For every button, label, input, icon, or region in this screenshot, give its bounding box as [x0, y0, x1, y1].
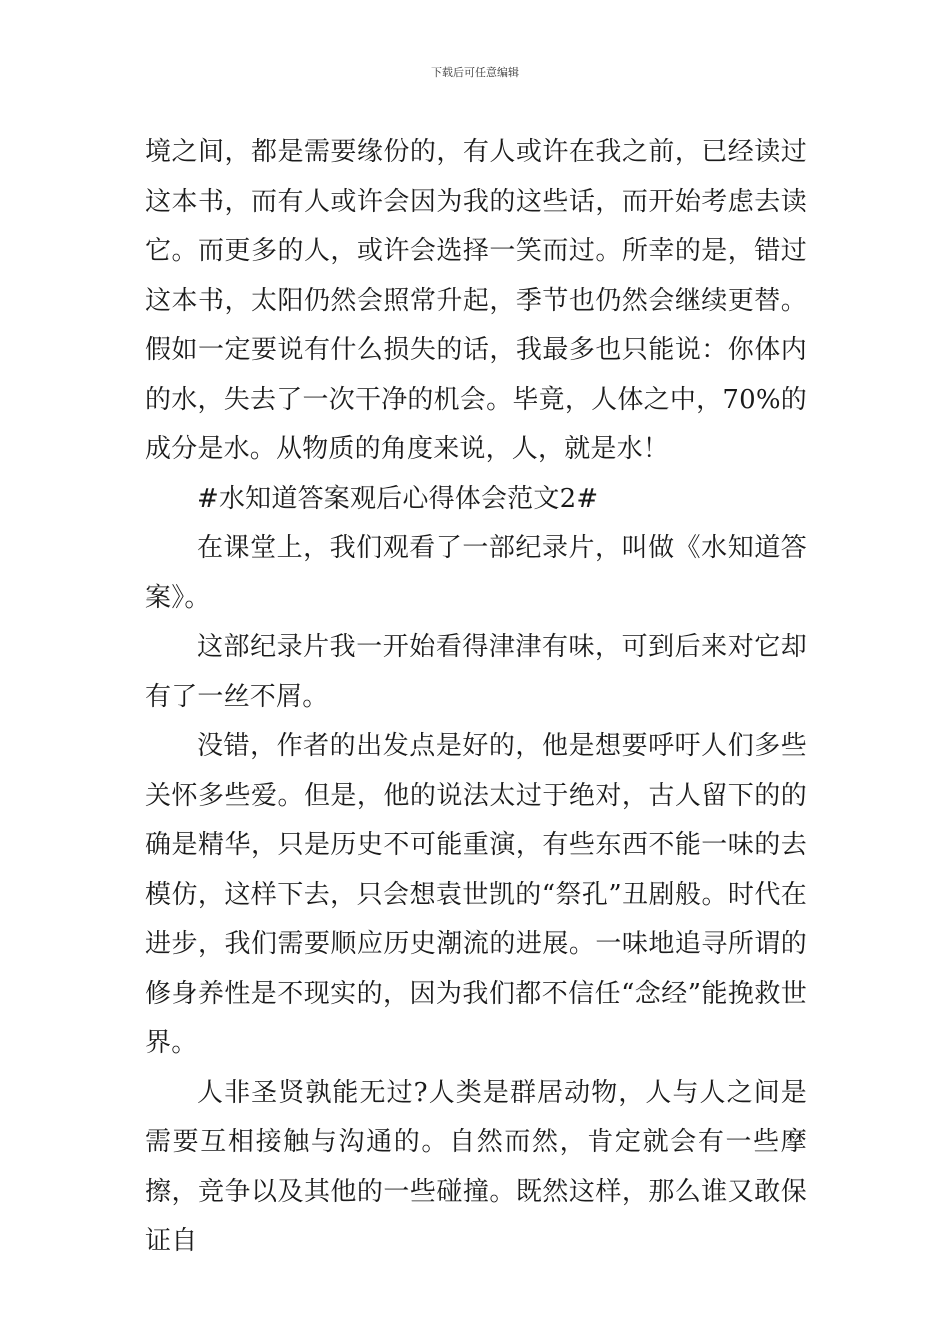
page-header-note: 下载后可任意编辑: [431, 66, 519, 79]
paragraph: 没错，作者的出发点是好的，他是想要呼吁人们多些关怀多些爱。但是，他的说法太过于绝对，古人留下的的确是精华，只是历史不可能重演，有些东西不能一味的去模仿，这样下去，只会想袁世凯的“祭孔”丑剧般。时代在进步，我们需要顺应历史潮流的进展。一味地追寻所谓的修身养性是不现实的，因为我们都不信任“念经”能挽救世界。: [145, 731, 807, 1058]
paragraph: 在课堂上，我们观看了一部纪录片，叫做《水知道答案》。: [145, 533, 807, 613]
paragraph: 这部纪录片我一开始看得津津有味，可到后来对它却有了一丝不屑。: [145, 632, 807, 712]
paragraph: 人非圣贤孰能无过?人类是群居动物，人与人之间是需要互相接触与沟通的。自然而然，肯定就会有一些摩擦，竞争以及其他的一些碰撞。既然这样，那么谁又敢保证自: [145, 1077, 807, 1256]
section-heading: #水知道答案观后心得体会范文2#: [197, 483, 599, 514]
document-body: [145, 128, 807, 1267]
paragraph-continuation: 境之间，都是需要缘份的，有人或许在我之前，已经读过这本书，而有人或许会因为我的这些话，而开始考虑去读它。而更多的人，或许会选择一笑而过。所幸的是，错过这本书，太阳仍然会照常升起，季节也仍然会继续更替。假如一定要说有什么损失的话，我最多也只能说：你体内的水，失去了一次干净的机会。毕竟，人体之中，70%的成分是水。从物质的角度来说，人，就是水！: [145, 137, 807, 464]
